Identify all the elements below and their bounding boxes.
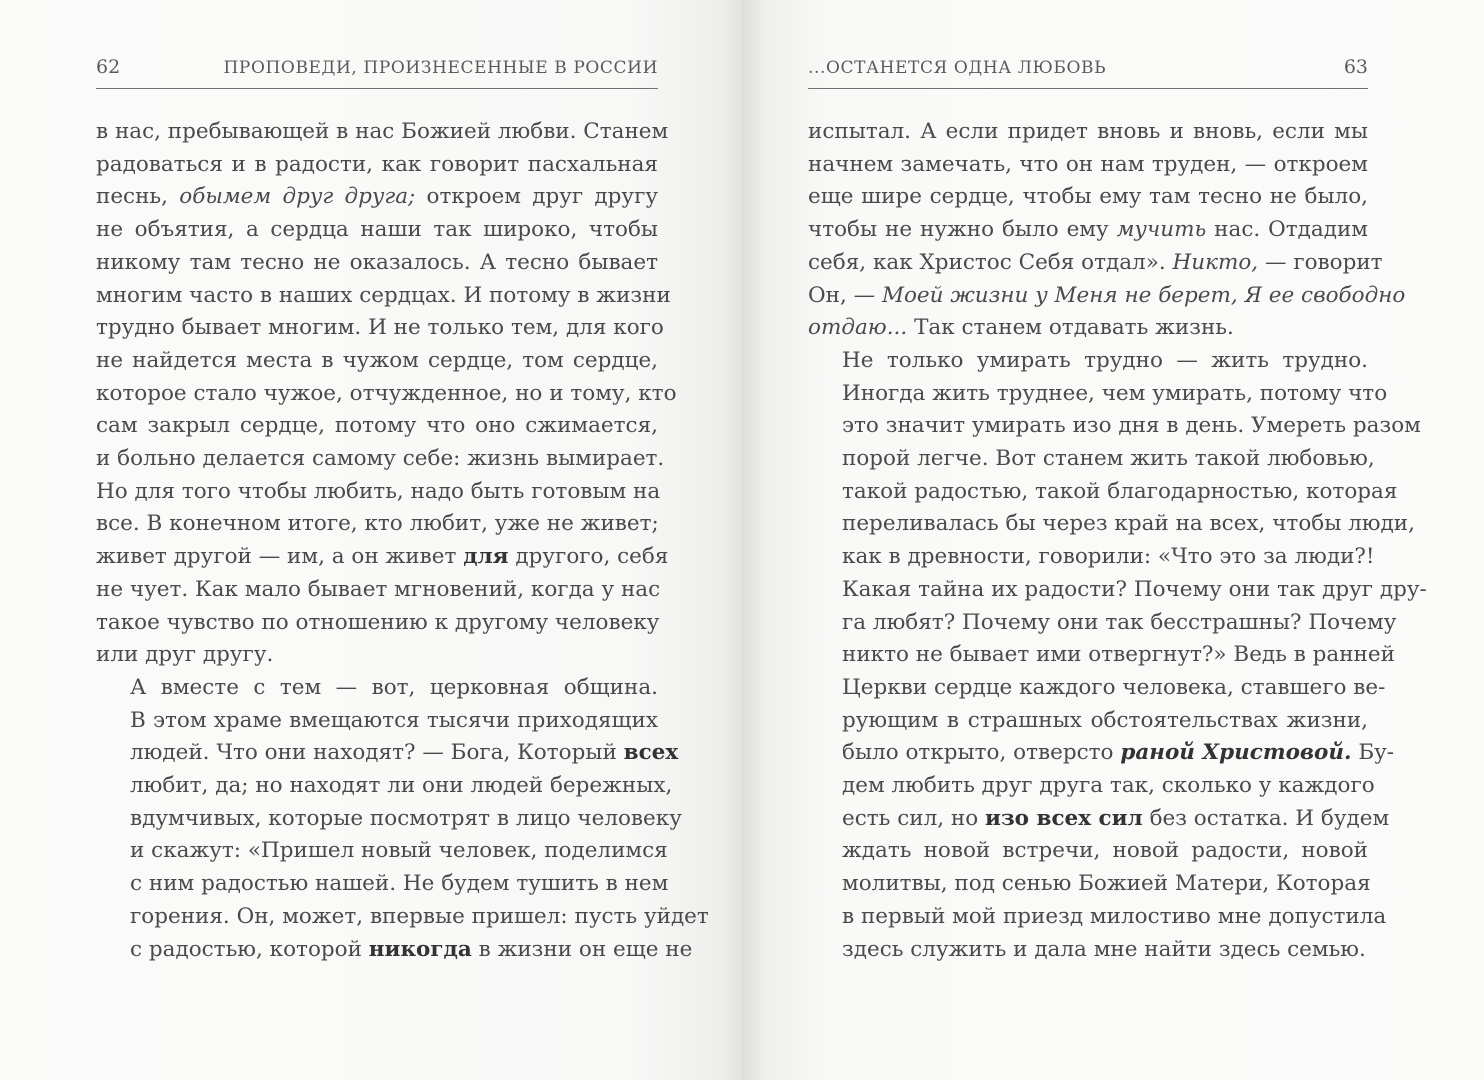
text-line: как в древности, говорили: «Что это за люди?! xyxy=(842,544,1375,570)
text-line: горения. Он, может, впервые пришел: пусть уйдет xyxy=(130,903,709,929)
text-line: не найдется места в чужом сердце, том сердце, xyxy=(96,347,658,373)
bold-phrase: изо всех сил xyxy=(985,805,1143,831)
text-line: рующим в страшных обстоятельствах жизни, xyxy=(842,707,1368,733)
text-line: не объятия, а сердца наши так широко, чтобы xyxy=(96,217,658,243)
text-line: никому там тесно не оказалось. А тесно бывает xyxy=(96,249,658,275)
text-line: или друг другу. xyxy=(96,642,274,668)
text-line: и скажут: «Пришел новый человек, поделимся xyxy=(130,838,668,864)
text-line: Какая тайна их радости? Почему они так друг дру- xyxy=(842,576,1427,602)
left-page-body xyxy=(96,116,709,966)
text-line: га любят? Почему они так бесстрашны? Почему xyxy=(842,609,1397,635)
left-page-number: 62 xyxy=(96,56,121,78)
text-line: никто не бывает ими отвергнут?» Ведь в ранней xyxy=(842,642,1395,668)
text-line: переливалась бы через край на всех, чтобы люди, xyxy=(842,511,1415,537)
italic-phrase: Никто, — xyxy=(1172,249,1287,275)
text-line: многим часто в наших сердцах. И потому в жизни xyxy=(96,282,671,308)
text-line: молитвы, под сенью Божией Матери, Которая xyxy=(842,871,1371,897)
text-line: испытал. А если придет вновь и вновь, если мы xyxy=(808,119,1368,144)
text-line: было открыто, отверсто раной Христовой. Бу- xyxy=(842,740,1395,766)
text-line: в нас, пребывающей в нас Божией любви. Станем xyxy=(96,119,669,144)
paragraph xyxy=(96,672,709,966)
paragraph xyxy=(808,116,1406,345)
text-line: радоваться и в радости, как говорит пасхальная xyxy=(96,151,658,177)
text-line: Не только умирать трудно — жить трудно. xyxy=(842,347,1368,373)
right-running-head: ...ОСТАНЕТСЯ ОДНА ЛЮБОВЬ xyxy=(808,58,1107,78)
right-page-header xyxy=(808,56,1368,89)
text-line: с ним радостью нашей. Не будем тушить в нем xyxy=(130,871,669,897)
text-line: ждать новой встречи, новой радости, новой xyxy=(842,838,1368,864)
text-line: дем любить друг друга так, сколько у каждого xyxy=(842,773,1375,799)
text-line: еще шире сердце, чтобы ему там тесно не было, xyxy=(808,184,1368,210)
text-line: себя, как Христос Себя отдал». Никто, — говорит xyxy=(808,249,1383,275)
text-line: Церкви сердце каждого человека, ставшего ве- xyxy=(842,674,1386,700)
italic-word: мучить xyxy=(1116,217,1207,243)
text-line: трудно бывает многим. И не только тем, для кого xyxy=(96,315,664,341)
bold-italic-phrase: раной Христовой. xyxy=(1120,740,1352,766)
text-line: с радостью, которой никогда в жизни он еще не xyxy=(130,936,693,962)
right-page-body xyxy=(808,116,1427,966)
text-line: А вместе с тем — вот, церковная община. xyxy=(130,674,658,700)
text-line: не чует. Как мало бывает мгновений, когда у нас xyxy=(96,576,661,602)
text-line: такое чувство по отношению к другому человеку xyxy=(96,609,660,635)
text-line: песнь, обымем друг друга; откроем друг другу xyxy=(96,184,658,210)
bold-word: для xyxy=(463,544,509,570)
right-page xyxy=(742,0,1484,1080)
italic-phrase: — Моей жизни у Меня не берет, Я ее свободно xyxy=(853,282,1406,308)
text-line: любит, да; но находят ли они людей бережных, xyxy=(130,773,673,799)
right-page-number: 63 xyxy=(1343,56,1368,78)
text-line: В этом храме вмещаются тысячи приходящих xyxy=(130,707,658,733)
text-line: здесь служить и дала мне найти здесь семью. xyxy=(842,936,1366,962)
text-line: Иногда жить труднее, чем умирать, потому что xyxy=(842,380,1388,406)
text-line: такой радостью, такой благодарностью, которая xyxy=(842,478,1398,504)
text-line: сам закрыл сердце, потому что оно сжимается, xyxy=(96,413,658,439)
left-running-head: ПРОПОВЕДИ, ПРОИЗНЕСЕННЫЕ В РОССИИ xyxy=(223,58,658,78)
text-line: это значит умирать изо дня в день. Умереть разом xyxy=(842,413,1421,439)
text-line: которое стало чужое, отчужденное, но и тому, кто xyxy=(96,380,677,406)
text-line: чтобы не нужно было ему мучить нас. Отдадим xyxy=(808,217,1368,243)
text-line: людей. Что они находят? — Бога, Который всех xyxy=(130,740,679,766)
text-line: Он, — Моей жизни у Меня не берет, Я ее свободно xyxy=(808,282,1406,308)
italic-phrase: обымем друг друга; xyxy=(179,184,416,210)
paragraph xyxy=(808,345,1427,966)
text-line: в первый мой приезд милостиво мне допустила xyxy=(842,903,1387,929)
paragraph xyxy=(96,116,677,672)
text-line: есть сил, но изо всех сил без остатка. И будем xyxy=(842,805,1390,831)
text-line: живет другой — им, а он живет для другого, себя xyxy=(96,544,669,570)
text-line: порой легче. Вот станем жить такой любовью, xyxy=(842,446,1375,472)
bold-word: всех xyxy=(623,740,679,766)
text-line: вдумчивых, которые посмотрят в лицо человеку xyxy=(130,805,682,831)
bold-word: никогда xyxy=(368,936,472,962)
text-line: все. В конечном итоге, кто любит, уже не живет; xyxy=(96,511,659,537)
text-line: отдаю... Так станем отдавать жизнь. xyxy=(808,315,1234,341)
left-page-header xyxy=(96,56,658,89)
text-line: и больно делается самому себе: жизнь вымирает. xyxy=(96,446,665,472)
italic-phrase: отдаю... xyxy=(808,315,908,341)
text-line: начнем замечать, что он нам труден, — откроем xyxy=(808,151,1368,177)
text-line: Но для того чтобы любить, надо быть готовым на xyxy=(96,478,661,504)
